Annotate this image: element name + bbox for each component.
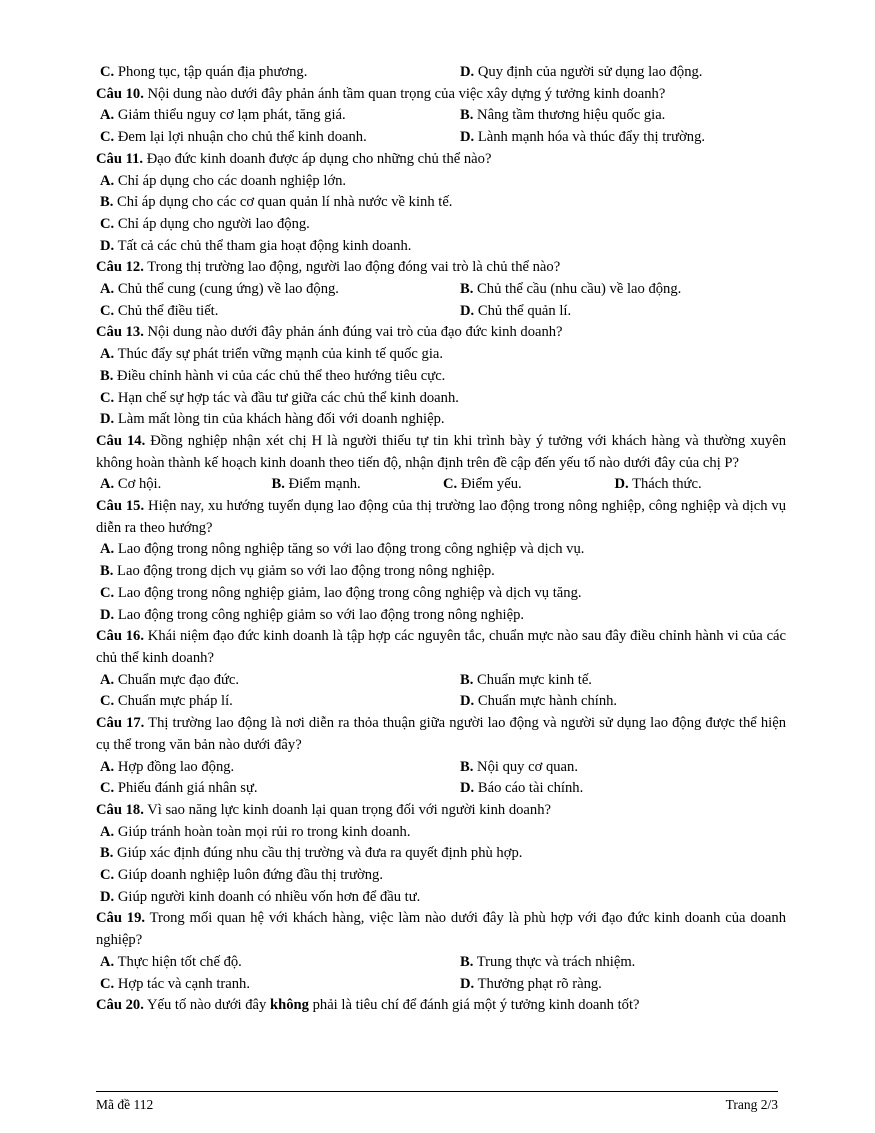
question-9-options-cd [96,62,786,84]
question-number: Câu 17. [96,715,145,732]
option-text: Chủ thể quản lí. [477,302,572,319]
option-text: Chỉ áp dụng cho các cơ quan quản lí nhà nước về kinh tế. [117,194,453,211]
option-label: B. [100,367,114,384]
question-18-option-a [96,822,786,844]
question-number: Câu 11. [96,150,144,167]
question-16-options-cd [96,691,786,713]
question-text: Trong mối quan hệ với khách hàng, việc làm nào dưới đây là phù hợp với đạo đức kinh doanh của doanh nghiệp? [96,910,786,949]
option-text: Lao động trong công nghiệp giảm so với lao động trong nông nghiệp. [117,606,525,623]
question-14 [96,431,786,474]
question-11-option-d [96,236,786,258]
question-13-option-d [96,409,786,431]
question-11-option-c [96,214,786,236]
question-16 [96,626,786,669]
question-19-options-cd [96,974,786,996]
question-number: Câu 15. [96,498,145,515]
option-text: Giúp xác định đúng nhu cầu thị trường và đưa ra quyết định phù hợp. [117,845,523,862]
question-number: Câu 19. [96,910,146,927]
option-label: B. [100,194,114,211]
option-text: Lành mạnh hóa và thúc đẩy thị trường. [477,129,706,146]
question-text: Thị trường lao động là nơi diễn ra thỏa thuận giữa người lao động và người sử dụng lao động được thể hiện cụ thể trong văn bản nào dưới đây? [96,715,786,753]
option-label: A. [100,823,115,840]
option-text: Điểm mạnh. [288,476,361,493]
question-16-options-ab [96,670,786,692]
option-label: C. [100,215,115,232]
option-text: Phong tục, tập quán địa phương. [117,64,308,80]
option-text: Hạn chế sự hợp tác và đầu tư giữa các chủ thể kinh doanh. [117,389,459,406]
option-text: Điểm yếu. [460,476,522,493]
option-label: A. [100,953,115,970]
option-label: D. [100,888,115,905]
option-label: C. [100,129,115,146]
option-label: B. [460,953,474,970]
question-text: Yếu tố nào dưới đây [146,997,267,1014]
question-text: Đồng nghiệp nhận xét chị H là người thiếu tự tin khi trình bày ý tưởng với khách hàng và thường xuyên không hoàn thành kế hoạch kinh doanh theo tiến độ, nhận định trên đề cập đến yếu tố nào dưới đây của chị P? [96,432,787,471]
question-20 [96,995,786,1017]
option-label: C. [100,867,115,884]
option-label: B. [460,107,474,124]
option-label: C. [100,584,115,601]
option-text: Điều chỉnh hành vi của các chủ thể theo hướng tiêu cực. [117,367,446,384]
option-label: C. [443,476,458,493]
question-number: Câu 16. [96,628,144,645]
option-label: D. [100,606,115,623]
question-15 [96,496,786,539]
question-number: Câu 12. [96,259,144,276]
option-label: A. [100,346,115,363]
option-text: Chủ thể cung (cung ứng) về lao động. [117,281,339,298]
exam-code: Mã đề 112 [96,1097,154,1112]
question-number: Câu 10. [96,85,144,102]
question-13-option-b [96,366,786,388]
option-text: Giúp người kinh doanh có nhiều vốn hơn để đầu tư. [117,888,421,905]
question-11-option-b [96,192,786,214]
option-text: Chỉ áp dụng cho các doanh nghiệp lớn. [117,172,347,189]
question-14-options [96,474,786,496]
question-18-option-b [96,843,786,865]
question-15-option-c [96,583,786,605]
option-label: A. [100,107,115,124]
question-19-options-ab [96,952,786,974]
question-18-option-d [96,887,786,909]
option-label: D. [460,693,475,710]
option-label: B. [100,845,114,862]
option-label: C. [100,302,115,319]
option-label: A. [100,476,115,493]
option-text: Báo cáo tài chính. [477,780,584,797]
question-10 [96,84,786,106]
question-12-options-ab [96,279,786,301]
option-label: A. [100,671,115,688]
option-text: Thách thức. [632,476,702,493]
question-15-option-b [96,561,786,583]
option-text: Cơ hội. [117,476,162,493]
question-number: Câu 18. [96,801,144,818]
question-text: Nội dung nào dưới đây phản ánh tầm quan trọng của việc xây dựng ý tưởng kinh doanh? [147,85,666,102]
option-text: Chuẩn mực đạo đức. [117,671,240,688]
option-text: Chuẩn mực hành chính. [477,693,618,710]
option-text: Giúp tránh hoàn toàn mọi rủi ro trong kinh doanh. [117,823,411,840]
option-label: B. [460,758,474,775]
question-12 [96,257,786,279]
question-number: Câu 13. [96,324,144,341]
question-text: phải là tiêu chí để đánh giá một ý tưởng kinh doanh tốt? [312,997,640,1014]
page-number: Trang 2/3 [725,1097,778,1112]
question-text: Khái niệm đạo đức kinh doanh là tập hợp các nguyên tắc, chuẩn mực nào sau đây điều chỉnh hành vi của các chủ thể kinh doanh? [96,628,786,666]
option-label: C. [100,780,115,797]
option-label: D. [460,129,475,146]
question-12-options-cd [96,301,786,323]
option-label: B. [460,671,474,688]
question-15-option-a [96,539,786,561]
option-text: Nâng tầm thương hiệu quốc gia. [477,107,666,124]
question-number: Câu 20. [96,997,144,1014]
exam-content [96,62,786,1017]
option-label: A. [100,281,115,298]
question-10-options-cd [96,127,786,149]
option-text: Chủ thể cầu (nhu cầu) về lao động. [477,281,682,298]
option-label: A. [100,541,115,558]
option-text: Lao động trong dịch vụ giảm so với lao động trong nông nghiệp. [117,563,495,580]
option-label: A. [100,172,115,189]
question-11-option-a [96,171,786,193]
question-text: Trong thị trường lao động, người lao động đóng vai trò là chủ thể nào? [147,259,561,276]
option-label: C. [100,975,115,992]
option-text: Giúp doanh nghiệp luôn đứng đầu thị trường. [117,867,383,884]
option-label: D. [460,975,475,992]
option-label: D. [614,476,629,493]
option-label: B. [100,563,114,580]
question-18-option-c [96,865,786,887]
question-text: Hiện nay, xu hướng tuyển dụng lao động của thị trường lao động trong nông nghiệp, công nghiệp và dịch vụ diễn ra theo hướng? [96,498,786,536]
footer-divider [96,1091,778,1092]
option-text: Thưởng phạt rõ ràng. [477,975,602,992]
question-17-options-ab [96,757,786,779]
question-number: Câu 14. [96,432,146,449]
option-label: D. [100,411,115,428]
question-17 [96,713,786,756]
option-label: B. [271,476,285,493]
option-text: Đem lại lợi nhuận cho chủ thể kinh doanh. [117,129,367,146]
question-19 [96,908,786,951]
option-text: Thúc đẩy sự phát triển vững mạnh của kinh tế quốc gia. [117,346,444,363]
option-label: C. [100,64,115,80]
option-text: Chỉ áp dụng cho người lao động. [117,215,310,232]
option-label: D. [460,64,475,80]
question-15-option-d [96,605,786,627]
option-text: Lao động trong nông nghiệp giảm, lao động trong công nghiệp và dịch vụ tăng. [117,584,582,601]
option-text: Lao động trong nông nghiệp tăng so với lao động trong công nghiệp và dịch vụ. [117,541,585,558]
option-label: D. [100,237,115,254]
option-label: D. [460,780,475,797]
option-label: C. [100,389,115,406]
option-text: Chuẩn mực pháp lí. [117,693,233,710]
option-text: Quy định của người sử dụng lao động. [477,64,703,80]
option-text: Trung thực và trách nhiệm. [476,953,636,970]
question-18 [96,800,786,822]
question-17-options-cd [96,778,786,800]
option-label: B. [460,281,474,298]
option-label: D. [460,302,475,319]
option-text: Chuẩn mực kinh tế. [477,671,592,688]
question-11 [96,149,786,171]
option-text: Hợp đồng lao động. [117,758,235,775]
option-text: Chủ thể điều tiết. [117,302,219,319]
question-text: Nội dung nào dưới đây phản ánh đúng vai trò của đạo đức kinh doanh? [147,324,563,341]
option-text: Nội quy cơ quan. [477,758,578,775]
option-text: Hợp tác và cạnh tranh. [117,975,250,992]
question-13 [96,322,786,344]
option-text: Phiếu đánh giá nhân sự. [117,780,258,797]
option-text: Làm mất lòng tin của khách hàng đối với doanh nghiệp. [117,411,445,428]
question-10-options-ab [96,105,786,127]
question-13-option-c [96,388,786,410]
option-label: C. [100,693,115,710]
option-text: Thực hiện tốt chế độ. [117,953,242,970]
option-text: Giảm thiểu nguy cơ lạm phát, tăng giá. [117,107,346,124]
question-text: Vì sao năng lực kinh doanh lại quan trọng đối với người kinh doanh? [147,801,551,818]
question-13-option-a [96,344,786,366]
question-text: Đạo đức kinh doanh được áp dụng cho những chủ thể nào? [146,150,492,167]
option-label: A. [100,758,115,775]
option-text: Tất cả các chủ thể tham gia hoạt động kinh doanh. [117,237,412,254]
question-emphasis: không [270,997,309,1014]
